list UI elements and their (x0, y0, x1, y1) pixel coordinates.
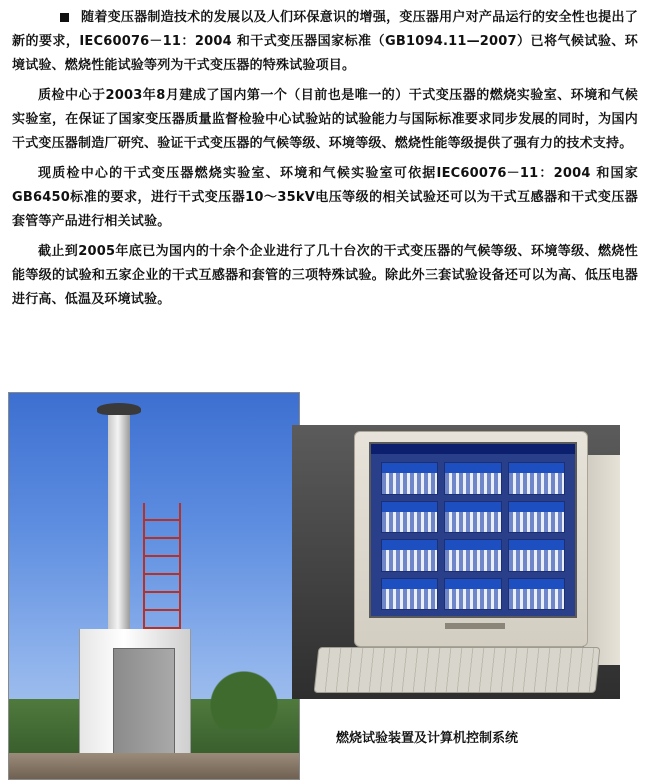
keyboard (314, 647, 601, 693)
instrument-panel (381, 578, 438, 611)
crt-monitor (354, 431, 588, 647)
paragraph-lab-history: 质检中心于2003年8月建成了国内第一个（目前也是唯一的）干式变压器的燃烧实验室、环境和气候实验室，在保证了国家变压器质量监督检验中心试验站的试验能力与国际标准要求同步发展的同时，为国内干式变压器制造厂研究、验证干式变压器的气候等级、环境等级、燃烧性能等级提供了强有力的技术支持。 (12, 88, 638, 151)
figure-caption: 燃烧试验装置及计算机控制系统 (336, 731, 519, 746)
instrument-panel (444, 578, 501, 611)
computer-control-photo (292, 425, 620, 699)
instrument-panel (381, 501, 438, 534)
instrument-panel (381, 462, 438, 495)
instrument-panel (444, 539, 501, 572)
instrument-panel (508, 578, 565, 611)
instrument-panel (508, 539, 565, 572)
monitor-logo (445, 623, 505, 629)
instrument-panel (444, 501, 501, 534)
article-body (12, 6, 638, 318)
instrument-panel (508, 501, 565, 534)
control-software-screen (369, 442, 577, 618)
instrument-panel-grid (381, 462, 565, 610)
instrument-panel (381, 539, 438, 572)
chimney (108, 411, 130, 651)
combustion-tower-photo (8, 392, 300, 780)
chimney-cap (97, 403, 141, 415)
instrument-panel (444, 462, 501, 495)
paragraph-intro-text: 随着变压器制造技术的发展以及人们环保意识的增强，变压器用户对产品运行的安全性也提出了新的要求，IEC60076－11：2004 和干式变压器国家标准（GB1094.11—2007）已将气候试验、环境试验、燃烧性能试验等列为干式变压器的特殊试验项目。 (12, 10, 638, 73)
paragraph-lab-capability: 现质检中心的干式变压器燃烧实验室、环境和气候实验室可依据IEC60076－11：2004 和国家GB6450标准的要求，进行干式变压器10～35kV电压等级的相关试验还可以为干式互感器和干式变压器套管等产品进行相关试验。 (12, 166, 638, 229)
paragraph-test-record: 截止到2005年底已为国内的十余个企业进行了几十台次的干式变压器的气候等级、环境等级、燃烧性能等级的试验和五家企业的干式互感器和套管的三项特殊试验。除此外三套试验设备还可以为高、低压电器进行高、低温及环境试验。 (12, 244, 638, 307)
pc-case (584, 455, 620, 665)
ground (9, 753, 299, 779)
instrument-panel (508, 462, 565, 495)
square-bullet-icon (60, 13, 69, 22)
paragraph-intro (12, 6, 638, 78)
software-title-bar (371, 444, 575, 454)
